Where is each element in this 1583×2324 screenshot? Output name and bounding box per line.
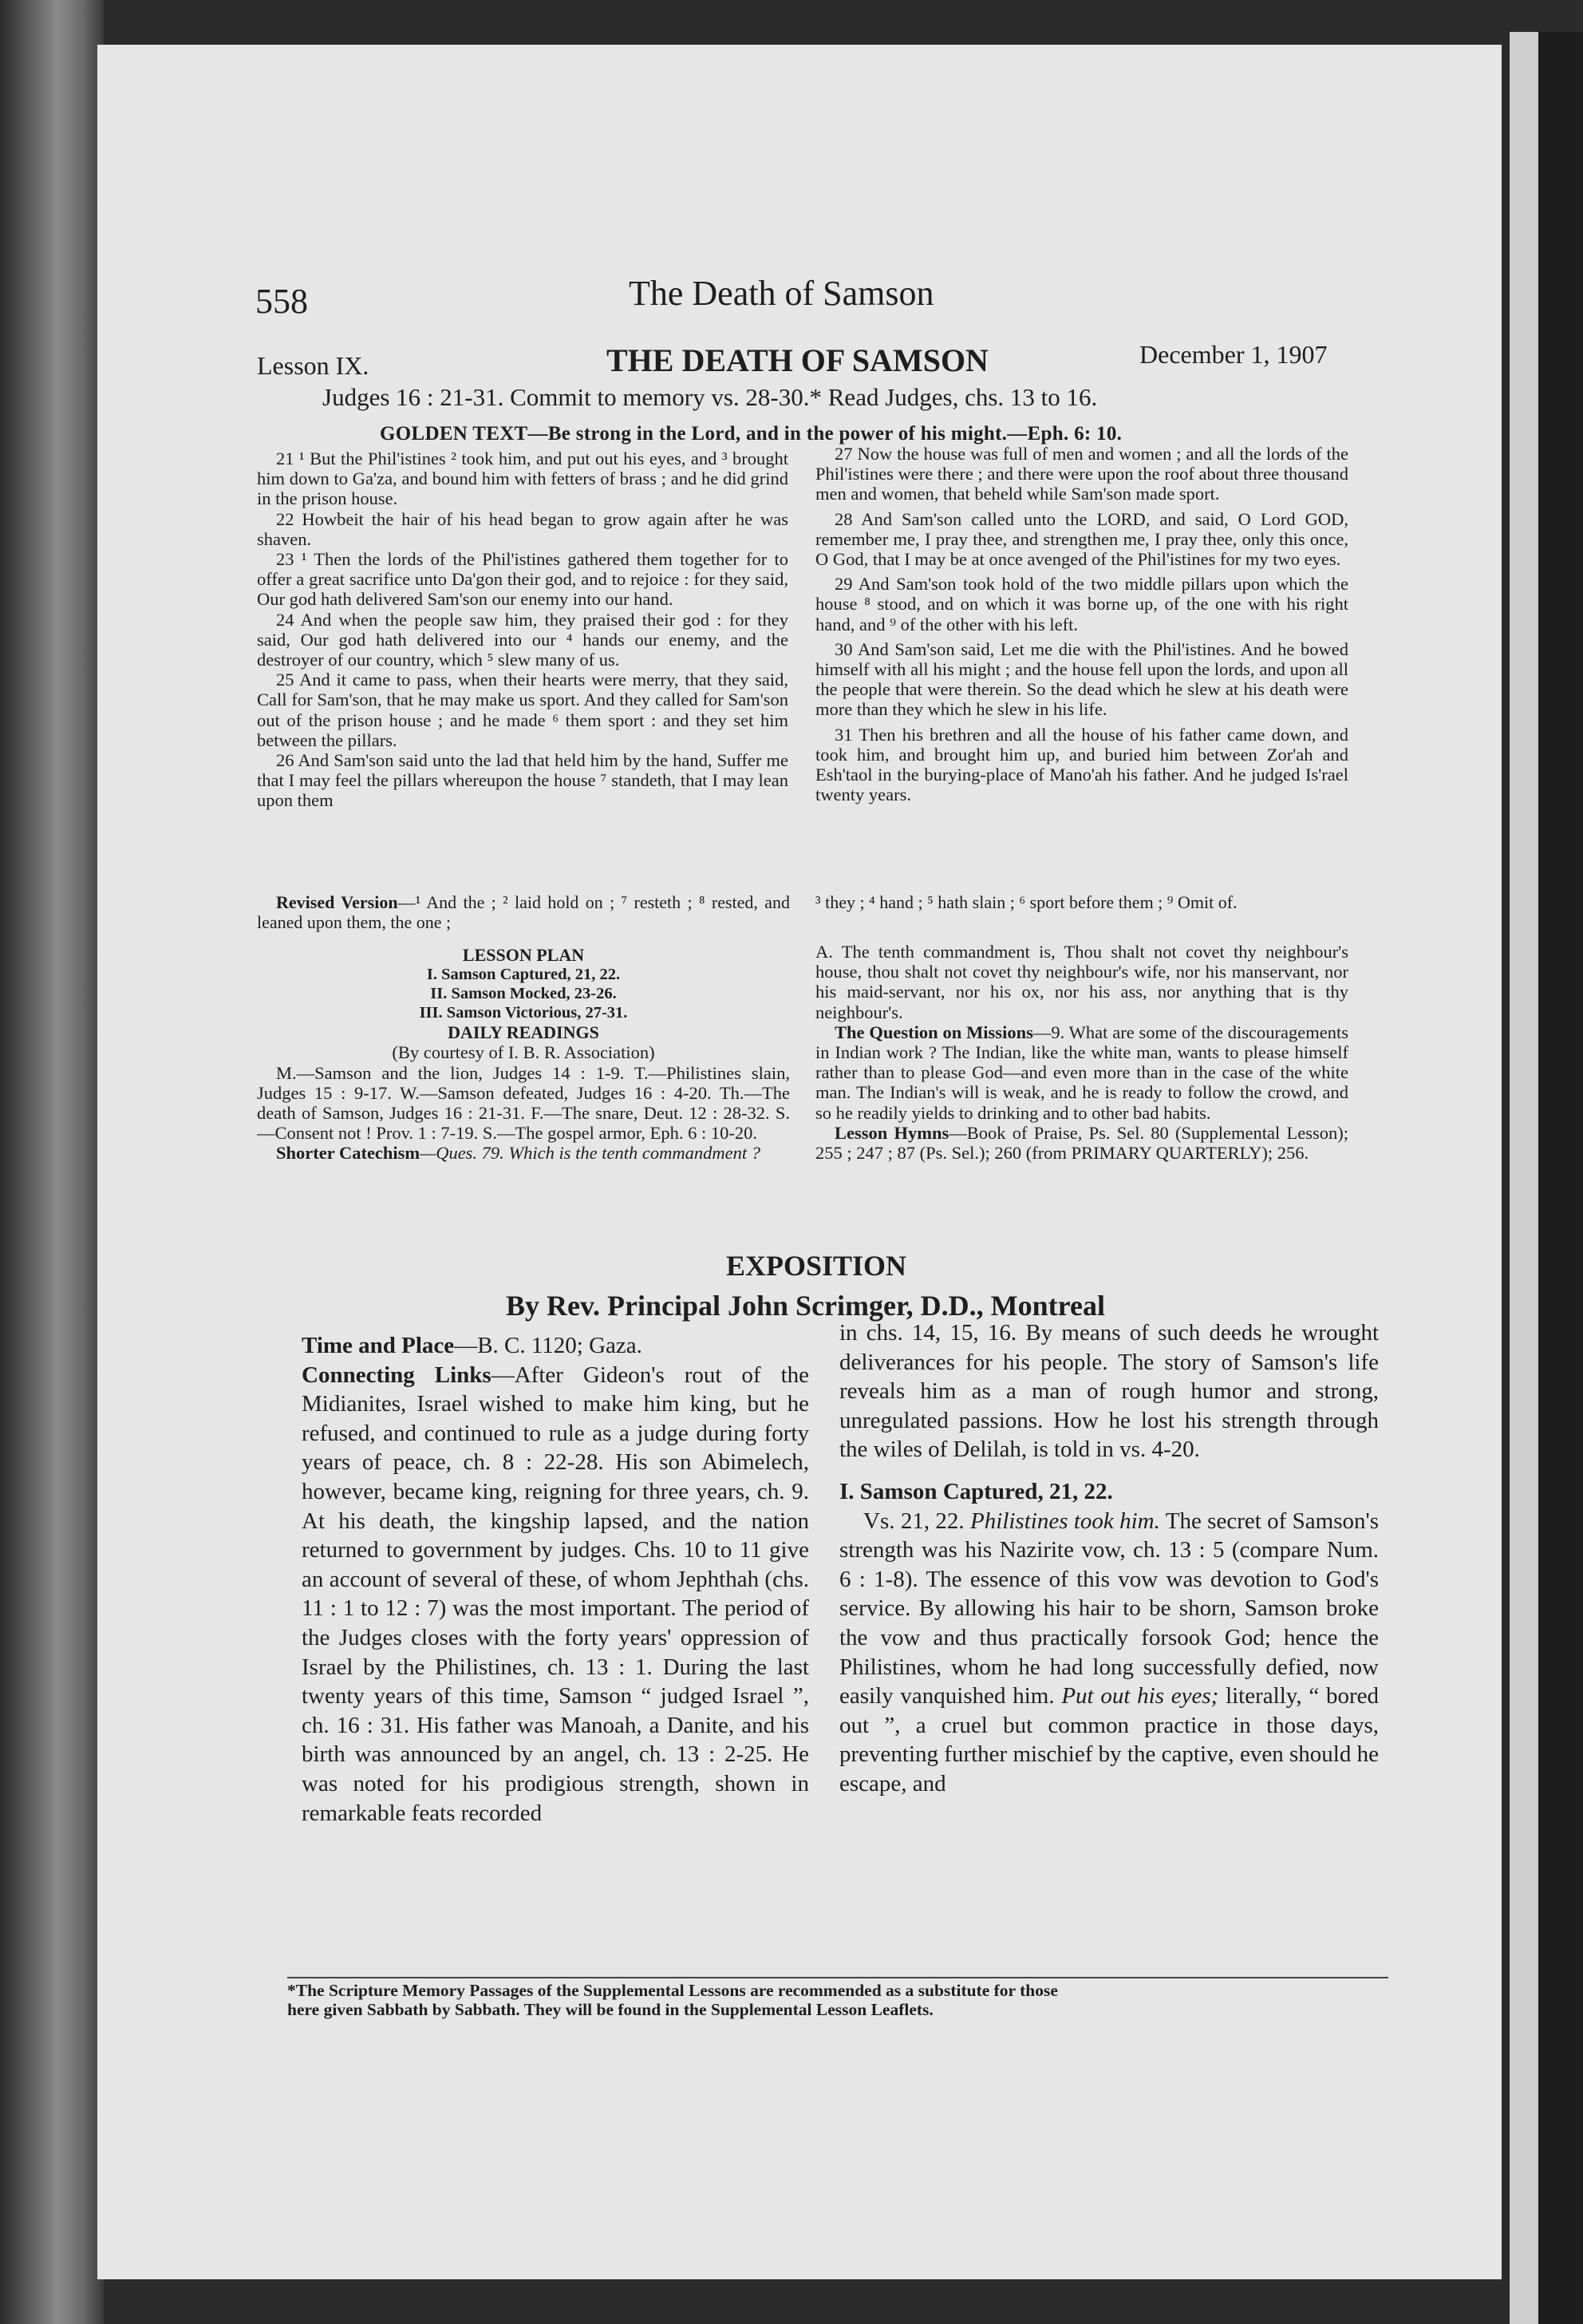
section-text: The secret of Samson's strength was his Nazirite vow, ch. 13 : 5 (compare Num. 6 : 1-8). The essence of this vow was devotion to God's service. By allowing his hair to be shorn, Samson broke the vow and thus practically forsook God; hence the Philistines, whom he had long successfully defied, now easily vanquished him.: [839, 1508, 1379, 1709]
lesson-number: Lesson IX.: [257, 351, 369, 380]
catechism-answer: A. The tenth commandment is, Thou shalt not covet thy neighbour's house, thou shalt not covet thy neighbour's wife, nor his manservant, nor his maid-servant, nor his ox, nor his ass, nor anything that is thy neighbour's.: [815, 942, 1348, 1022]
section-text-2: literally, “ bored out ”, a cruel but common practice in those days, preventing further mischief by the captive, even should he escape, and: [839, 1683, 1379, 1796]
verse: 23 ¹ Then the lords of the Phil'istines gathered them together for to offer a great sacrifice unto Da'gon their god, and to rejoice : for they said, Our god hath delivered Sam'son our enemy into our hand.: [257, 549, 788, 610]
verse: 24 And when the people saw him, they praised their god : for they said, Our god hath delivered into our ⁴ hands our enemy, and the destroyer of our country, which ⁵ slew many of us.: [257, 609, 788, 670]
footnote-line: here given Sabbath by Sabbath. They will be found in the Supplemental Lesson Leaflets.: [287, 2000, 934, 2019]
missions-text: —9. What are some of the discouragements in Indian work ? The Indian, like the white man, wants to please himself rather than to please God—and even more than in the case of the white man. The Indian's will is weak, and he is ready to follow the crowd, and so he readily yields to drinking and to other bad habits.: [815, 1022, 1348, 1123]
running-head: The Death of Samson: [629, 274, 934, 313]
connecting-links-label: Connecting Links: [302, 1362, 491, 1388]
revised-version-left: [257, 892, 790, 934]
page-number: 558: [255, 282, 308, 321]
scripture-right-column: [815, 444, 1348, 891]
daily-readings-text: M.—Samson and the lion, Judges 14 : 1-9. T.—Philistines slain, Judges 15 : 9-17. W.—Samson defeated, Judges 16 : 4-20. Th.—The death of Samson, Judges 16 : 21-31. F.—The snare, Deut. 12 : 28-32. S.—Consent not ! Prov. 1 : 7-19. S.—The gospel armor, Eph. 6 : 10-20.: [257, 1062, 790, 1144]
exposition-heading: EXPOSITION: [726, 1250, 907, 1282]
book-spine: [0, 0, 104, 2324]
hymns-text: —Book of Praise, Ps. Sel. 80 (Supplemental Lesson); 255 ; 247 ; 87 (Ps. Sel.); 260 (from PRIMARY QUARTERLY); 256.: [815, 1122, 1348, 1164]
daily-readings-courtesy: (By courtesy of I. B. R. Association): [392, 1042, 655, 1063]
golden-text: GOLDEN TEXT—Be strong in the Lord, and in the power of his might.—Eph. 6: 10.: [380, 423, 1123, 445]
daily-readings-heading: DAILY READINGS: [448, 1022, 599, 1043]
lesson-aids-left: [257, 945, 790, 1248]
time-place-label: Time and Place: [302, 1333, 455, 1358]
lesson-reference: Judges 16 : 21-31. Commit to memory vs. 28-30.* Read Judges, chs. 13 to 16.: [322, 383, 1098, 411]
section-heading: I. Samson Captured, 21, 22.: [839, 1478, 1113, 1504]
section-italic: Philistines took him.: [970, 1508, 1160, 1534]
verse: 21 ¹ But the Phil'istines ² took him, and put out his eyes, and ³ brought him down to Ga'za, and bound him with fetters of brass ; and he did grind in the prison house.: [257, 449, 788, 509]
exposition-byline: By Rev. Principal John Scrimger, D.D., Montreal: [506, 1290, 1105, 1322]
lesson-plan-heading: LESSON PLAN: [462, 945, 585, 965]
verse: 22 Howbeit the hair of his head began to grow again after he was shaven.: [257, 508, 788, 549]
lesson-date: December 1, 1907: [1139, 340, 1328, 369]
exposition-left-column: [302, 1331, 809, 1970]
section-italic-2: Put out his eyes;: [1061, 1683, 1219, 1709]
verse: 28 And Sam'son called unto the LORD, and said, O Lord GOD, remember me, I pray thee, and strengthen me, I pray thee, only this once, O God, that I may be at once avenged of the Phil'istines for my two eyes.: [815, 508, 1348, 570]
verse: 25 And it came to pass, when their hearts were merry, that they said, Call for Sam'son, that he may make us sport. And they called for Sam'son out of the prison house ; and he made ⁶ them sport : and they set him between the pillars.: [257, 670, 788, 750]
facing-page-edge: [1510, 32, 1583, 2324]
lesson-plan-item: III. Samson Victorious, 27-31.: [419, 1004, 628, 1022]
lesson-aids-right: [815, 942, 1348, 1245]
revised-version-text: —¹ And the ; ² laid hold on ; ⁷ resteth ; ⁸ rested, and leaned upon them, the one ;: [257, 892, 790, 932]
verse: 29 And Sam'son took hold of the two middle pillars upon which the house ⁸ stood, and on which it was borne up, of the one with his right hand, and ⁹ of the other with his left.: [815, 574, 1348, 634]
revised-version-text-right: ³ they ; ⁴ hand ; ⁵ hath slain ; ⁶ sport before them ; ⁹ Omit of.: [815, 892, 1238, 912]
missions-label: The Question on Missions: [835, 1022, 1033, 1042]
verse: 31 Then his brethren and all the house of his father came down, and took him, and brought him up, and buried him between Zor'ah and Esh'taol in the burying-place of Mano'ah his father. And he judged Is'rael twenty years.: [815, 724, 1348, 805]
lesson-plan-item: I. Samson Captured, 21, 22.: [426, 966, 621, 984]
exposition-continued: in chs. 14, 15, 16. By means of such deeds he wrought deliverances for his people. The story of Samson's life reveals him as a man of rough humor and strong, unregulated passions. How he lost his strength through the wiles of Delilah, is told in vs. 4-20.: [839, 1320, 1379, 1463]
revised-version-right: [815, 892, 1348, 934]
footnote-line: *The Scripture Memory Passages of the Supplemental Lessons are recommended as a substitute for those: [287, 1981, 1058, 2000]
verse: 26 And Sam'son said unto the lad that held him by the hand, Suffer me that I may feel the pillars whereupon the house ⁷ standeth, that I may lean upon them: [257, 750, 788, 811]
verse: 30 And Sam'son said, Let me die with the Phil'istines. And he bowed himself with all his might ; and the house fell upon the lords, and upon all the people that were therein. So the dead which he slew at his death were more than they which he slew in his life.: [815, 638, 1348, 720]
lesson-plan-item: II. Samson Mocked, 23-26.: [430, 985, 617, 1003]
hymns-label: Lesson Hymns: [835, 1122, 949, 1143]
footnote-rule: [287, 1977, 1388, 1978]
revised-version-label: Revised Version: [276, 892, 398, 912]
time-place-text: —B. C. 1120; Gaza.: [454, 1333, 642, 1358]
section-lead: Vs. 21, 22.: [863, 1508, 965, 1534]
exposition-right-column: [839, 1318, 1379, 1973]
catechism-question: Which is the tenth commandment ?: [508, 1143, 760, 1164]
catechism-label: Shorter Catechism: [276, 1143, 420, 1164]
scripture-left-column: [257, 449, 788, 903]
lesson-title: THE DEATH OF SAMSON: [606, 342, 989, 378]
catechism-ques: —Ques. 79.: [420, 1143, 504, 1164]
verse: 27 Now the house was full of men and women ; and all the lords of the Phil'istines were there ; and there were upon the roof about three thousand men and women, that beheld while Sam'son made sport.: [815, 444, 1348, 504]
connecting-links-text: —After Gideon's rout of the Midianites, Israel wished to make him king, but he refused, and continued to rule as a judge during forty years of peace, ch. 8 : 22-28. His son Abimelech, however, became king, reigning for three years, ch. 9. At his death, the kingship lapsed, and the nation returned to government by judges. Chs. 10 to 11 give an account of several of these, of whom Jephthah (chs. 11 : 1 to 12 : 7) was the most important. The period of the Judges closes with the forty years' oppression of Israel by the Philistines, ch. 13 : 1. During the last twenty years of this time, Samson “ judged Israel ”, ch. 16 : 31. His father was Manoah, a Danite, and his birth was announced by an angel, ch. 13 : 2-25. He was noted for his prodigious strength, shown in remarkable feats recorded: [302, 1362, 809, 1826]
footnote: [287, 1981, 1058, 2019]
